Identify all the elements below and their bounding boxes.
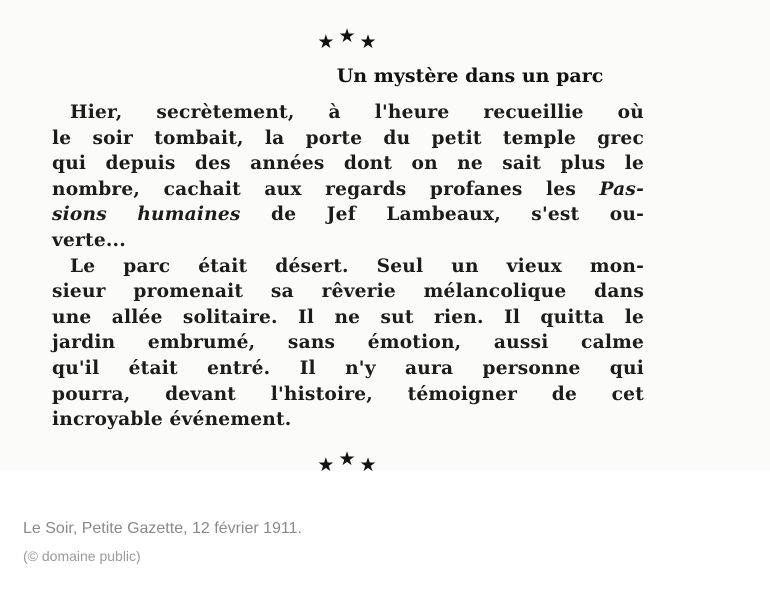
article-line-text: nombre, cachait aux regards profanes les: [52, 178, 576, 200]
star-icon: ★: [317, 454, 339, 476]
article-line-text: de Jef Lambeaux, s'est ou-: [240, 204, 644, 226]
article-line: le soir tombait, la porte du petit temple grec: [52, 127, 644, 149]
copyright-notice: (© domaine public): [23, 548, 141, 564]
article-line: pourra, devant l'histoire, témoigner de cet: [52, 383, 644, 405]
article-line: jardin embrumé, sans émotion, aussi calme: [52, 332, 644, 354]
article-line: verte...: [52, 229, 126, 251]
article-line: qu'il était entré. Il n'y aura personne qui: [52, 357, 644, 379]
article-line: sieur promenait sa rêverie mélancolique dans: [52, 281, 644, 303]
article-line: une allée solitaire. Il ne sut rien. Il quitta le: [52, 306, 644, 328]
article-line: [52, 177, 644, 203]
article-line: qui depuis des années dont on ne sait plus le: [52, 153, 644, 175]
star-icon: ★: [317, 31, 339, 53]
ornament-stars-bottom: [308, 448, 390, 476]
image-caption: Le Soir, Petite Gazette, 12 février 1911.: [23, 520, 302, 537]
star-icon: ★: [359, 31, 381, 53]
star-icon: ★: [359, 454, 381, 476]
article-line: [52, 202, 644, 228]
article-line: Hier, secrètement, à l'heure recueillie où: [70, 102, 644, 123]
star-icon: ★: [338, 448, 360, 470]
article-headline: Un mystère dans un parc: [336, 65, 604, 87]
article-line: incroyable événement.: [52, 409, 292, 431]
ornament-stars-top: [308, 25, 390, 53]
article-line: Le parc était désert. Seul un vieux mon-: [70, 255, 644, 277]
article-body: [52, 100, 644, 433]
article-line-emphasis: Pas-: [599, 178, 644, 200]
star-icon: ★: [338, 25, 360, 47]
article-line-emphasis: sions humaines: [52, 204, 241, 226]
